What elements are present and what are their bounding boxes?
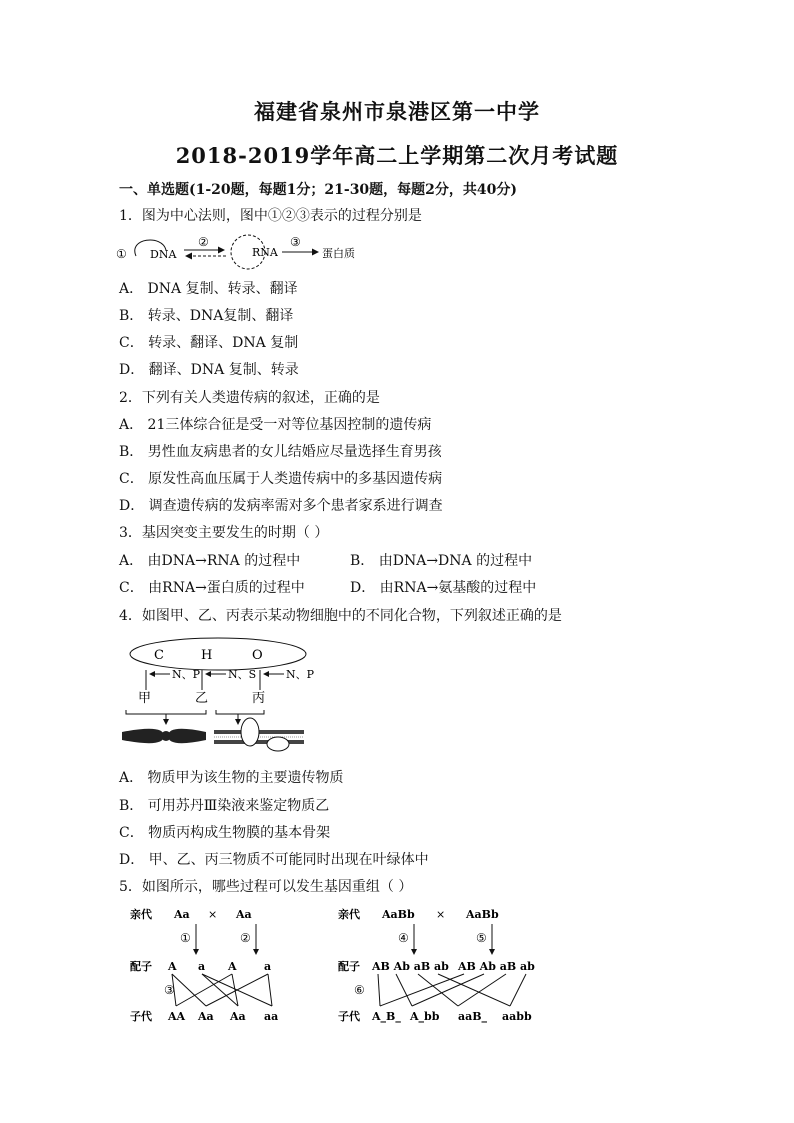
q5-left-parent-2: Aa	[236, 908, 252, 921]
title-school: 福建省泉州市泉港区第一中学	[254, 99, 540, 124]
q2-option-a: A． 21三体综合征是受一对等位基因控制的遗传病	[119, 417, 432, 433]
q4-compounds-figure	[118, 636, 318, 760]
q3-option-b: B． 由DNA→DNA 的过程中	[350, 553, 533, 569]
q4-label-np1: N、P	[172, 668, 201, 681]
q4-label-ns: N、S	[228, 668, 257, 681]
q5-right-offspring-label: 子代	[338, 1010, 360, 1023]
title-exam: 2018-2019学年高二上学期第二次月考试题	[175, 143, 619, 168]
q5-left-gamete-2: a	[198, 960, 206, 973]
q1-stem: 1．图为中心法则，图中①②③表示的过程分别是	[119, 208, 422, 224]
q1-label-protein: 蛋白质	[322, 247, 355, 260]
q5-left-gamete-label: 配子	[130, 960, 152, 973]
q4-label-c: C	[154, 648, 164, 663]
q4-stem: 4．如图甲、乙、丙表示某动物细胞中的不同化合物，下列叙述正确的是	[119, 608, 562, 624]
q4-membrane-icon	[214, 718, 304, 751]
q5-right-gamete-label: 配子	[338, 960, 360, 973]
q2-stem: 2．下列有关人类遗传病的叙述，正确的是	[119, 390, 380, 406]
q5-left-offspring-1: AA	[168, 1010, 186, 1023]
q4-label-h: H	[201, 648, 213, 663]
q5-right-offspring-4: aabb	[502, 1010, 532, 1023]
q2-option-b: B． 男性血友病患者的女儿结婚应尽量选择生育男孩	[119, 444, 442, 460]
q2-option-d: D． 调查遗传病的发病率需对多个患者家系进行调查	[119, 498, 443, 514]
q5-num-5: ⑤	[476, 931, 487, 945]
q4-option-a: A． 物质甲为该生物的主要遗传物质	[119, 770, 344, 786]
q5-left-gamete-4: a	[264, 960, 272, 973]
q1-option-a: A． DNA 复制、转录、翻译	[119, 281, 298, 297]
q4-label-yi: 乙	[195, 691, 209, 706]
q1-option-b: B． 转录、DNA复制、翻译	[119, 308, 294, 324]
q4-option-d: D． 甲、乙、丙三物质不可能同时出现在叶绿体中	[119, 852, 429, 868]
q5-left-gamete-3: A	[228, 960, 237, 973]
q5-left-offspring-label: 子代	[130, 1010, 152, 1023]
q5-num-2: ②	[240, 931, 251, 945]
q3-option-c: C． 由RNA→蛋白质的过程中	[119, 580, 305, 596]
q1-label-1: ①	[116, 247, 127, 261]
q5-right-cross: ×	[436, 908, 446, 921]
q5-left-offspring-3: Aa	[230, 1010, 246, 1023]
q5-num-3: ③	[164, 983, 175, 997]
q4-option-b: B． 可用苏丹Ⅲ染液来鉴定物质乙	[119, 798, 330, 814]
q5-right-offspring-3: aaB_	[458, 1010, 488, 1023]
q4-label-bing: 丙	[252, 691, 266, 706]
q1-label-3: ③	[290, 235, 301, 249]
q4-option-c: C． 物质丙构成生物膜的基本骨架	[119, 825, 331, 841]
q5-left-gamete-1: A	[168, 960, 177, 973]
q1-option-c: C． 转录、翻译、DNA 复制	[119, 335, 299, 351]
q2-option-c: C． 原发性高血压属于人类遗传病中的多基因遗传病	[119, 471, 443, 487]
q1-label-2: ②	[198, 235, 209, 249]
q5-left-offspring-2: Aa	[198, 1010, 214, 1023]
q5-num-6: ⑥	[354, 983, 365, 997]
q5-right-gametes-2: AB Ab aB ab	[458, 960, 535, 973]
q5-left-parent-label: 亲代	[130, 908, 152, 921]
q5-right-gametes-1: AB Ab aB ab	[372, 960, 449, 973]
q1-central-dogma-figure	[114, 232, 374, 272]
q5-right-parent-1: AaBb	[382, 908, 415, 921]
q5-left-parent-1: Aa	[174, 908, 190, 921]
q5-right-offspring-1: A_B_	[372, 1010, 401, 1023]
q3-option-d: D． 由RNA→氨基酸的过程中	[350, 580, 537, 596]
q4-label-jia: 甲	[138, 691, 152, 706]
q5-num-1: ①	[180, 931, 191, 945]
section-heading: 一、单选题(1-20题，每题1分；21-30题，每题2分，共40分)	[119, 182, 518, 198]
q1-option-d: D． 翻译、DNA 复制、转录	[119, 362, 299, 378]
q5-stem: 5．如图所示，哪些过程可以发生基因重组（ ）	[119, 879, 413, 895]
q5-right-parent-2: AaBb	[466, 908, 499, 921]
q1-label-rna: RNA	[252, 246, 278, 259]
q5-right-offspring-2: A_bb	[410, 1010, 440, 1023]
q5-recombination-figure	[128, 902, 548, 1026]
q3-stem: 3．基因突变主要发生的时期（ ）	[119, 525, 329, 541]
q5-left-offspring-4: aa	[264, 1010, 279, 1023]
q5-right-parent-label: 亲代	[338, 908, 360, 921]
q4-label-np2: N、P	[286, 668, 315, 681]
q5-num-4: ④	[398, 931, 409, 945]
q4-label-o: O	[252, 648, 263, 663]
q5-left-cross: ×	[208, 908, 218, 921]
q1-label-dna: DNA	[150, 248, 177, 261]
q3-option-a: A． 由DNA→RNA 的过程中	[119, 553, 301, 569]
